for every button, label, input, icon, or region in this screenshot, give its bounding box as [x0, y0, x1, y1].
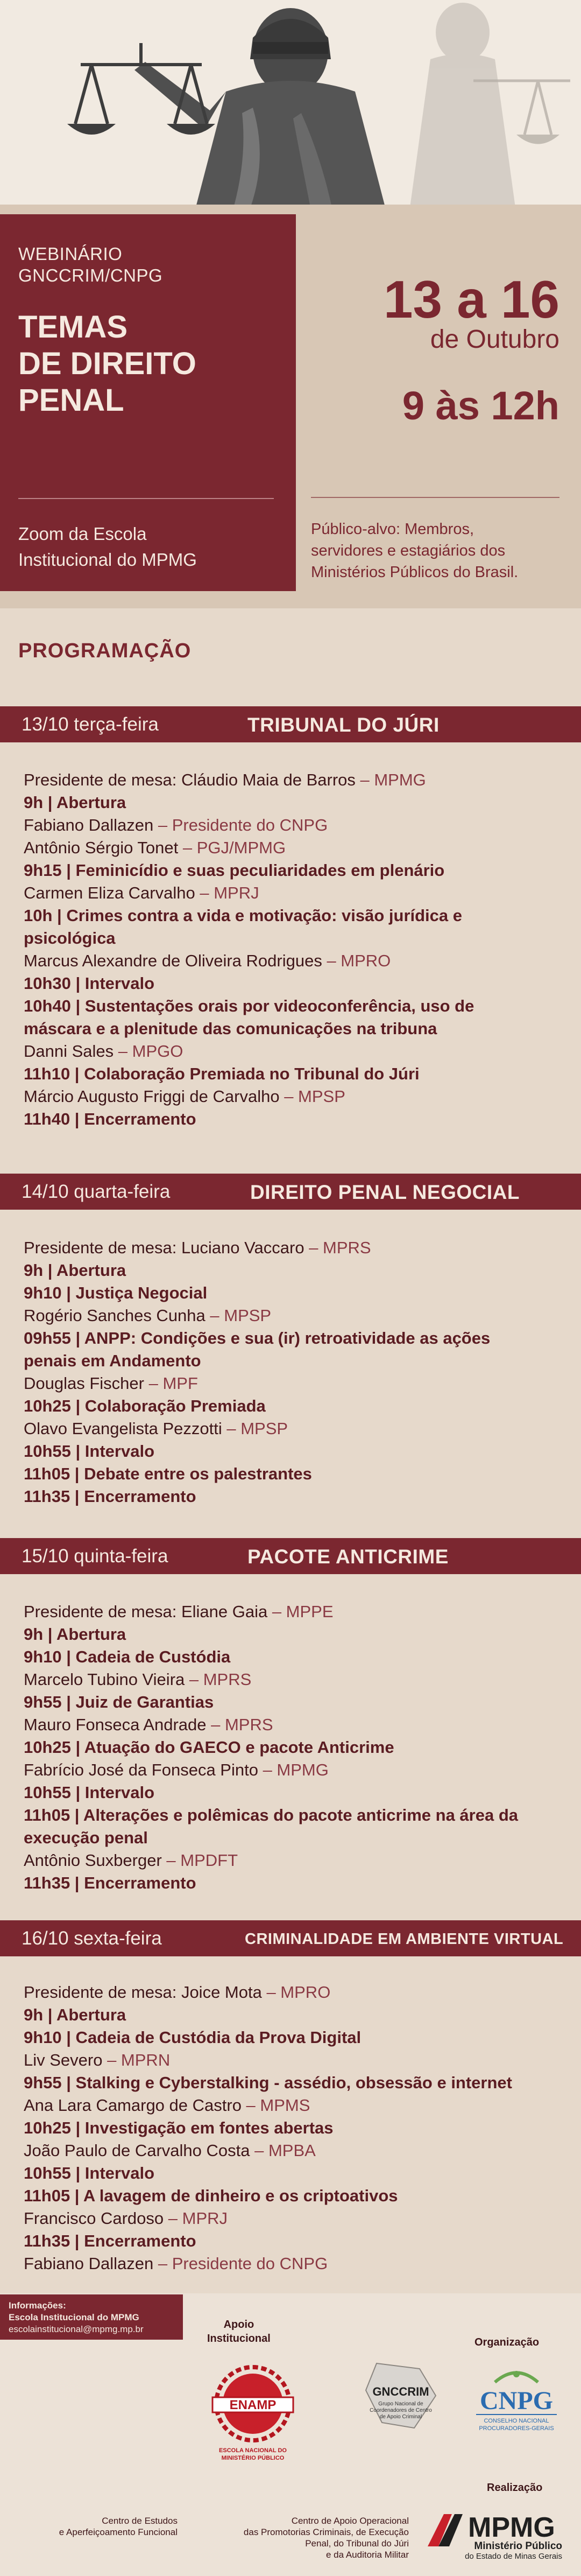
mpmg-sub-line: Ministério Público [474, 2540, 562, 2552]
gnccrim-sub-line: de Apoio Criminal [379, 2414, 422, 2420]
line-org: – MPRJ [164, 2209, 228, 2228]
line-text: 11h35 | Encerramento [24, 2231, 196, 2250]
line-text: 10h | Crimes contra a vida e motivação: visão jurídica e [24, 906, 463, 925]
gnccrim-sub-line: Grupo Nacional de [378, 2401, 423, 2407]
line-text: Ana Lara Camargo de Castro [24, 2096, 242, 2115]
line-text: 10h25 | Colaboração Premiada [24, 1396, 266, 1415]
line-org: – MPSP [205, 1306, 272, 1325]
day-schedule-1 [24, 769, 567, 1131]
line-text: 11h05 | Alterações e polêmicas do pacote anticrime na área da [24, 1806, 518, 1824]
speaker-line [24, 1304, 567, 1327]
schedule-item [24, 791, 567, 814]
cnpg-sub-line: CONSELHO NACIONAL [484, 2418, 549, 2424]
line-text: 10h30 | Intervalo [24, 974, 155, 993]
line-text: 9h | Abertura [24, 1261, 126, 1280]
day-theme: TRIBUNAL DO JÚRI [247, 714, 440, 736]
line-org: – MPRS [304, 1238, 371, 1257]
speaker-line [24, 1372, 567, 1395]
info-title-line: Escola Institucional do MPMG [9, 2312, 139, 2322]
gnccrim-sub-line: Coordenadores de Centro [370, 2407, 432, 2413]
event-month: de Outubro [430, 325, 559, 354]
gnccrim-logo-text: GNCCRIM [372, 2385, 429, 2398]
line-text: Presidente de mesa: Cláudio Maia de Barros [24, 770, 356, 789]
mpmg-logo [422, 2503, 568, 2563]
enamp-logo-text: ENAMP [229, 2398, 277, 2412]
speaker-line [24, 1601, 567, 1623]
speaker-line [24, 2252, 567, 2275]
line-text: 09h55 | ANPP: Condições e sua (ir) retroatividade as ações [24, 1329, 491, 1347]
line-text: Presidente de mesa: Luciano Vaccaro [24, 1238, 304, 1257]
mpmg-logo-text: MPMG [468, 2512, 555, 2543]
speaker-line [24, 882, 567, 904]
line-text: penais em Andamento [24, 1351, 201, 1370]
ceaf-text [11, 2515, 178, 2538]
line-text: Danni Sales [24, 1042, 114, 1061]
schedule-item [24, 2162, 567, 2185]
venue-text [18, 521, 197, 573]
schedule-item [24, 2004, 567, 2026]
schedule-item [24, 1872, 567, 1894]
line-text: Rogério Sanches Cunha [24, 1306, 206, 1325]
day-theme: CRIMINALIDADE EM AMBIENTE VIRTUAL [245, 1931, 564, 1948]
line-text: Márcio Augusto Friggi de Carvalho [24, 1087, 280, 1106]
realizacao-label: Realização [487, 2482, 543, 2494]
line-text: 9h10 | Cadeia de Custódia [24, 1647, 231, 1666]
line-text: Presidente de mesa: Eliane Gaia [24, 1602, 268, 1621]
caocrim-line: e da Auditoria Militar [325, 2550, 409, 2560]
speaker-line [24, 1849, 567, 1872]
audience-line: Público-alvo: Membros, [311, 521, 474, 538]
speaker-line [24, 2207, 567, 2230]
info-title-line: Informações: [9, 2300, 66, 2311]
event-time: 9 às 12h [402, 383, 559, 428]
title-divider [18, 498, 274, 499]
schedule-item [24, 1108, 567, 1131]
mpmg-sub-line: do Estado de Minas Gerais [465, 2552, 562, 2561]
venue-line: Zoom da Escola [18, 524, 147, 544]
speaker-line [24, 1417, 567, 1440]
apoio-label-line: Institucional [207, 2333, 271, 2345]
speaker-line [24, 769, 567, 791]
line-text: Fabiano Dallazen [24, 2254, 154, 2273]
speaker-line [24, 2139, 567, 2162]
schedule-item [24, 2230, 567, 2252]
caocrim-line: Centro de Apoio Operacional [291, 2516, 409, 2526]
schedule-item [24, 1646, 567, 1668]
line-text: 11h35 | Encerramento [24, 1873, 196, 1892]
line-text: 10h55 | Intervalo [24, 2164, 155, 2182]
schedule-item [24, 1017, 567, 1040]
speaker-line [24, 1759, 567, 1781]
line-text: Antônio Sérgio Tonet [24, 838, 179, 857]
line-org: – MPDFT [161, 1851, 238, 1870]
line-text: 9h55 | Juiz de Garantias [24, 1693, 214, 1711]
speaker-line [24, 1237, 567, 1259]
cnpg-logo [468, 2361, 565, 2433]
schedule-item [24, 1736, 567, 1759]
day-header-4 [0, 1920, 581, 1956]
schedule-item [24, 2026, 567, 2049]
line-org: – MPRN [102, 2051, 171, 2069]
line-org: – MPGO [114, 1042, 183, 1061]
speaker-line [24, 1981, 567, 2004]
cnpg-sub-line: PROCURADORES-GERAIS [479, 2425, 554, 2432]
line-text: Mauro Fonseca Andrade [24, 1715, 207, 1734]
line-org: – MPBA [250, 2141, 316, 2160]
day-date: 14/10 quarta-feira [22, 1181, 171, 1202]
line-text: 9h55 | Stalking e Cyberstalking - assédio, obsessão e internet [24, 2073, 512, 2092]
speaker-line [24, 1085, 567, 1108]
speaker-line [24, 2049, 567, 2072]
event-title-line: DE DIREITO [18, 346, 196, 381]
enamp-sub-line: ESCOLA NACIONAL DO [219, 2447, 287, 2454]
line-text: Liv Severo [24, 2051, 103, 2069]
line-text: 11h05 | Debate entre os palestrantes [24, 1464, 312, 1483]
schedule-item [24, 1781, 567, 1804]
speaker-line [24, 1040, 567, 1063]
event-title-line: PENAL [18, 383, 124, 418]
day-theme: DIREITO PENAL NEGOCIAL [250, 1181, 520, 1203]
line-text: Carmen Eliza Carvalho [24, 883, 195, 902]
day-header-1 [0, 706, 581, 742]
apoio-label [207, 2318, 271, 2346]
line-org: – MPRS [206, 1715, 273, 1734]
speaker-line [24, 837, 567, 859]
line-text: psicológica [24, 929, 116, 947]
line-text: 10h55 | Intervalo [24, 1442, 155, 1461]
line-text: 10h55 | Intervalo [24, 1783, 155, 1802]
schedule-item [24, 1259, 567, 1282]
webinar-label-line: WEBINÁRIO [18, 244, 123, 264]
day-date: 15/10 quinta-feira [22, 1546, 168, 1567]
gnccrim-logo [355, 2358, 447, 2433]
event-title-line: TEMAS [18, 310, 127, 345]
line-org: – MPMG [258, 1760, 329, 1779]
date-block [384, 272, 559, 427]
line-org: – Presidente do CNPG [153, 816, 328, 834]
line-text: 9h | Abertura [24, 2005, 126, 2024]
speaker-line [24, 814, 567, 837]
line-text: Douglas Fischer [24, 1374, 144, 1393]
line-text: máscara e a plenitude das comunicações na tribuna [24, 1019, 437, 1038]
schedule-item [24, 927, 567, 950]
line-text: João Paulo de Carvalho Costa [24, 2141, 250, 2160]
caocrim-line: das Promotorias Criminais, de Execução [243, 2527, 409, 2537]
caocrim-text [183, 2515, 409, 2560]
line-text: 11h05 | A lavagem de dinheiro e os criptoativos [24, 2186, 398, 2205]
schedule-item [24, 1463, 567, 1485]
line-org: – Presidente do CNPG [153, 2254, 328, 2273]
audience-line: servidores e estagiários dos [311, 542, 506, 559]
schedule-item [24, 1440, 567, 1463]
schedule-item [24, 2072, 567, 2094]
schedule-item [24, 1623, 567, 1646]
line-text: Marcus Alexandre de Oliveira Rodrigues [24, 951, 322, 970]
day-schedule-3 [24, 1601, 567, 1894]
line-text: Olavo Evangelista Pezzotti [24, 1419, 222, 1438]
organizacao-label: Organização [474, 2336, 540, 2348]
day-schedule-2 [24, 1237, 567, 1508]
line-text: 9h | Abertura [24, 793, 126, 812]
schedule-item [24, 1804, 567, 1827]
venue-line: Institucional do MPMG [18, 550, 197, 570]
line-org: – PGJ/MPMG [178, 838, 286, 857]
speaker-line [24, 1714, 567, 1736]
caocrim-line: Penal, do Tribunal do Júri [305, 2538, 409, 2549]
audience-text [311, 518, 564, 583]
line-text: 11h10 | Colaboração Premiada no Tribunal do Júri [24, 1064, 420, 1083]
line-org: – MPRO [322, 951, 391, 970]
schedule-item [24, 1063, 567, 1085]
line-text: Fabiano Dallazen [24, 816, 154, 834]
line-text: 9h | Abertura [24, 1625, 126, 1644]
day-schedule-4 [24, 1981, 567, 2275]
justice-statue-illustration [0, 0, 581, 215]
line-text: execução penal [24, 1828, 148, 1847]
day-date: 16/10 sexta-feira [22, 1928, 162, 1949]
line-text: 10h40 | Sustentações orais por videoconferência, uso de [24, 996, 474, 1015]
enamp-sub-line: MINISTÉRIO PÚBLICO [221, 2455, 285, 2461]
speaker-line [24, 1668, 567, 1691]
line-text: 10h25 | Atuação do GAECO e pacote Anticrime [24, 1738, 394, 1757]
schedule-item [24, 972, 567, 995]
audience-line: Ministérios Públicos do Brasil. [311, 564, 519, 581]
speaker-line [24, 950, 567, 972]
line-org: – MPSP [279, 1087, 345, 1106]
line-text: 9h15 | Feminicídio e suas peculiaridades em plenário [24, 861, 445, 880]
line-text: 11h40 | Encerramento [24, 1110, 196, 1128]
schedule-item [24, 859, 567, 882]
line-text: 11h35 | Encerramento [24, 1487, 196, 1506]
schedule-item [24, 1327, 567, 1350]
speaker-line [24, 2094, 567, 2117]
line-text: Antônio Suxberger [24, 1851, 162, 1870]
line-text: Fabrício José da Fonseca Pinto [24, 1760, 258, 1779]
day-theme: PACOTE ANTICRIME [247, 1546, 449, 1568]
webinar-label-line: GNCCRIM/CNPG [18, 265, 163, 285]
info-box [0, 2294, 183, 2340]
line-org: – MPMS [241, 2096, 310, 2115]
schedule-item [24, 1350, 567, 1372]
apoio-label-line: Apoio [223, 2319, 254, 2331]
schedule-item [24, 1827, 567, 1849]
line-text: Francisco Cardoso [24, 2209, 164, 2228]
day-header-3 [0, 1538, 581, 1574]
line-org: – MPRJ [195, 883, 259, 902]
program-heading: PROGRAMAÇÃO [18, 640, 192, 662]
line-text: Marcelo Tubino Vieira [24, 1670, 185, 1689]
schedule-item [24, 1485, 567, 1508]
schedule-item [24, 2185, 567, 2207]
info-email[interactable]: escolainstitucional@mpmg.mp.br [9, 2324, 144, 2334]
enamp-logo [202, 2361, 304, 2468]
schedule-item [24, 2117, 567, 2139]
cnpg-logo-text: CNPG [480, 2387, 553, 2415]
schedule-item [24, 904, 567, 927]
line-org: – MPSP [222, 1419, 288, 1438]
event-dates: 13 a 16 [384, 270, 559, 329]
ceaf-line: e Aperfeiçoamento Funcional [59, 2527, 178, 2537]
hero-section [0, 0, 581, 662]
schedule-item [24, 1691, 567, 1714]
ceaf-line: Centro de Estudos [102, 2516, 178, 2526]
line-org: – MPMG [355, 770, 426, 789]
line-org: – MPF [144, 1374, 198, 1393]
right-divider [311, 497, 559, 498]
line-text: 9h10 | Justiça Negocial [24, 1283, 208, 1302]
event-title [18, 309, 278, 419]
line-text: 9h10 | Cadeia de Custódia da Prova Digital [24, 2028, 362, 2047]
title-box [0, 214, 296, 591]
line-org: – MPRO [261, 1983, 331, 2002]
schedule-item [24, 1395, 567, 1417]
day-date: 13/10 terça-feira [22, 714, 159, 735]
line-org: – MPRS [185, 1670, 252, 1689]
schedule-item [24, 1282, 567, 1304]
line-org: – MPPE [267, 1602, 334, 1621]
day-header-2 [0, 1174, 581, 1210]
webinar-label [18, 243, 278, 286]
schedule-item [24, 995, 567, 1017]
line-text: Presidente de mesa: Joice Mota [24, 1983, 262, 2002]
line-text: 10h25 | Investigação em fontes abertas [24, 2118, 334, 2137]
